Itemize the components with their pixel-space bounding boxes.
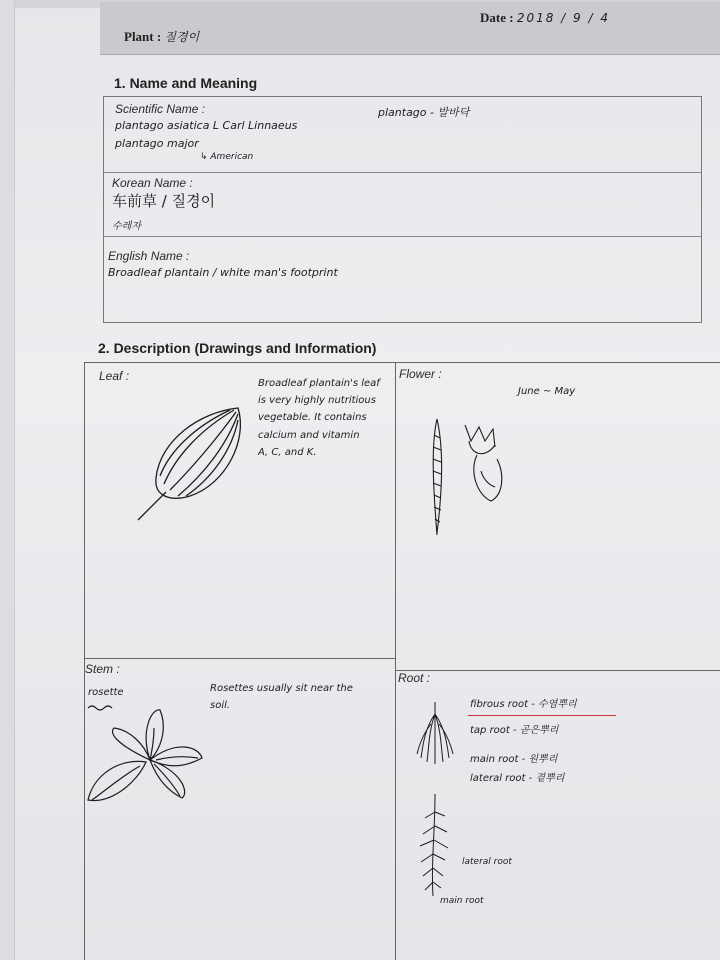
paper-edge-left — [0, 0, 15, 960]
leaf-note-4: calcium and vitamin — [258, 430, 360, 441]
leaf-sketch — [130, 400, 260, 525]
flower-label: Flower : — [399, 367, 442, 381]
scientific-line3: ↳ American — [200, 152, 254, 162]
lateral-root-label: lateral root — [462, 857, 512, 867]
korean-line1: 车前草 / 질경이 — [112, 192, 216, 210]
fibrous-root-sketch — [415, 700, 455, 765]
leaf-note-1: Broadleaf plantain's leaf — [258, 378, 380, 389]
korean-name-label: Korean Name : — [112, 176, 193, 190]
scientific-line1: plantago asiatica L Carl Linnaeus — [115, 119, 298, 132]
leaf-label: Leaf : — [99, 369, 130, 383]
section1-title: 1. Name and Meaning — [114, 75, 258, 91]
date-value: 2018 / 9 / 4 — [516, 11, 610, 25]
plant-field — [124, 28, 199, 45]
stem-label: Stem : — [85, 662, 120, 676]
row-divider — [103, 236, 701, 237]
rosette-sketch — [80, 700, 210, 815]
root-item-2: tap root - 곧은뿌리 — [470, 725, 559, 736]
scientific-line2: plantago major — [115, 137, 199, 150]
plant-value: 질경이 — [164, 30, 200, 44]
root-item-3: main root - 원뿌리 — [470, 754, 558, 765]
stem-note-2: soil. — [210, 700, 231, 711]
stem-note-1: Rosettes usually sit near the — [210, 683, 353, 694]
english-line1: Broadleaf plantain / white man's footprint — [108, 266, 338, 279]
leaf-note-3: vegetable. It contains — [258, 412, 367, 423]
scientific-note: plantago - 발바닥 — [378, 106, 470, 119]
grid-divider-left — [84, 658, 396, 659]
scientific-name-label: Scientific Name : — [115, 102, 206, 116]
grid-divider-vertical — [395, 362, 396, 960]
section2-title: 2. Description (Drawings and Information) — [98, 340, 377, 356]
root-item-4: lateral root - 곁뿌리 — [470, 773, 565, 784]
root-item-1: fibrous root - 수염뿌리 — [470, 699, 577, 710]
english-name-label: English Name : — [108, 249, 190, 263]
red-underline — [468, 715, 616, 716]
tap-root-sketch — [405, 792, 465, 902]
plant-label: Plant : — [124, 29, 162, 44]
main-root-label: main root — [440, 896, 484, 906]
row-divider — [103, 172, 701, 173]
root-label: Root : — [398, 671, 431, 685]
korean-line2: 수레자 — [112, 221, 141, 232]
flower-note: June ~ May — [518, 386, 576, 397]
leaf-note-2: is very highly nutritious — [258, 395, 376, 406]
stem-sketch-label: rosette — [88, 687, 124, 698]
leaf-note-5: A, C, and K. — [258, 447, 317, 458]
date-field — [480, 10, 610, 26]
grid-divider-right — [395, 670, 720, 671]
date-label: Date : — [480, 10, 514, 25]
flower-sketch — [425, 415, 515, 540]
